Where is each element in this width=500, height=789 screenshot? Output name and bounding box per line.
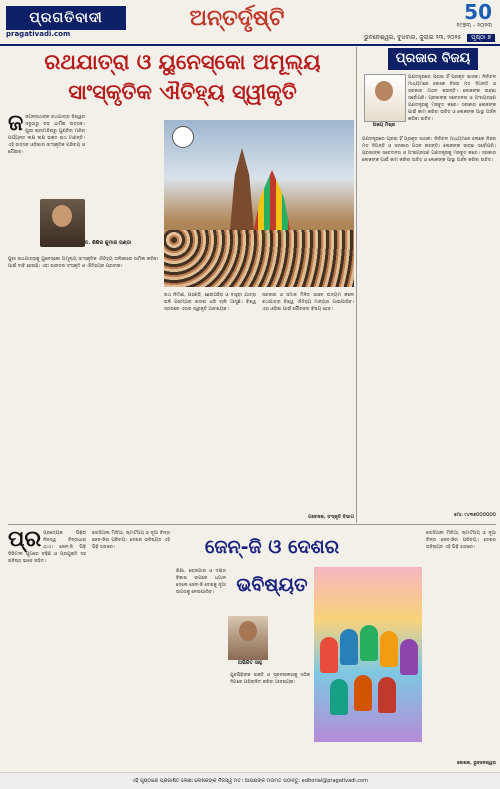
right-body-text: ଗଣତନ୍ତ୍ରରେ ପ୍ରଜା ହିଁ ପ୍ରକୃତ ଶାସକ। ନିର୍ବାଚନ ମାଧ୍ୟମରେ ଲୋକେ ନିଜର ମତ ଦିଅନ୍ତି ଓ ସରକାର ଗଠନ କରନ୍ତି। ଲୋକଙ୍କ ଇଚ୍ଛା ସର୍ବୋପରି। ପ୍ରଜାଙ୍କ ସଚେତନତା ଓ ଅଂଶଗ୍ରହଣ ଗଣତନ୍ତ୍ରକୁ ମଜବୁତ କରେ। ସରକାର ଲୋକଙ୍କ ପାଇଁ କାମ କରିବା ଉଚିତ ଓ ଲୋକଙ୍କ ଆସ୍ଥା ଅର୍ଜନ କରିବା ଉଚିତ। [362, 137, 496, 163]
gen-col3 [176, 568, 226, 766]
anniversary-badge [408, 2, 492, 32]
right-intro-text: ଗଣତନ୍ତ୍ରରେ ପ୍ରଜା ହିଁ ପ୍ରକୃତ ଶାସକ। ନିର୍ବାଚନ ମାଧ୍ୟମରେ ଲୋକେ ନିଜର ମତ ଦିଅନ୍ତି ଓ ସରକାର ଗଠନ କରନ୍ତି। ଲୋକଙ୍କ ଇଚ୍ଛା ସର୍ବୋପରି। ପ୍ରଜାଙ୍କ ସଚେତନତା ଓ ଅଂଶଗ୍ରହଣ ଗଣତନ୍ତ୍ରକୁ ମଜବୁତ କରେ। ସରକାର ଲୋକଙ୍କ ପାଇଁ କାମ କରିବା ଉଚିତ ଓ ଲୋକଙ୍କ ଆସ୍ଥା ଅର୍ଜନ କରିବା ଉଚିତ। [408, 75, 496, 122]
gen-author-photo [228, 616, 268, 660]
person-figure [320, 637, 338, 673]
masthead-rule [0, 44, 500, 46]
main-col2-text: ପୁରୀ ରଥଯାତ୍ରାକୁ ୟୁନେସ୍କୋ ଅମୂଲ୍ୟ ସାଂସ୍କୃତିକ ଐତିହ୍ୟ ତାଲିକାରେ ସାମିଲ କରିବା ପାଇଁ ଦାବି ହେଉଛି। ଏହା ଭାରତର ସଂସ୍କୃତି ଓ ଐତିହ୍ୟର ପ୍ରତୀକ। [8, 257, 158, 269]
gen-dropcap: ପ୍ର [8, 530, 42, 552]
right-author-photo [364, 74, 406, 122]
person-figure [400, 639, 418, 675]
gen-author-name: ଅଭିଜିତ ସାହୁ [238, 660, 262, 666]
person-figure [360, 625, 378, 661]
right-author-name: ଅଜୟ ମିଶ୍ର [372, 123, 396, 128]
watermark-badge [172, 126, 194, 148]
main-headline [10, 47, 355, 109]
gen-col4 [230, 672, 310, 766]
main-author-name: ଡ. ଶିଶିର କୁମାର ପଣ୍ଡା [84, 240, 132, 246]
person-figure [354, 675, 372, 711]
person-figure [340, 629, 358, 665]
gen-col1-text: ପ୍ରତ୍ୟେକ ପିଢ଼ିର ନିଜସ୍ୱ ଚିନ୍ତାଧାରା ଥାଏ। ଜେନ୍-ଜି ପିଢ଼ି ଡିଜିଟାଲ ଯୁଗରେ ବଢ଼ିଛି ଓ ପ୍ରଯୁକ୍ତି ସହ ଘନିଷ୍ଠ ଭାବେ ଜଡ଼ିତ। [8, 531, 86, 564]
gen-contact: ଲେଖକ, ଭୁବନେଶ୍ୱର [456, 761, 496, 766]
gen-col5-text: ସୋସିଆଲ ମିଡିଆ, ଷ୍ଟାର୍ଟଅପ୍ ଓ ନୂଆ ଚିନ୍ତା ଜେନ୍-ଜିର ପରିଚୟ। ଦେଶର ଭବିଷ୍ୟତ ଏହି ପିଢ଼ି ହାତରେ। [426, 531, 496, 550]
footer-note: ଏହି ପୃଷ୍ଠାରେ ପ୍ରକାଶିତ ଲେଖା ଲେଖକଙ୍କ ନିଜସ୍ୱ ମତ। ଆପଣଙ୍କ ମତାମତ ପଠାନ୍ତୁ: editorial@pragativadi.com [0, 772, 500, 789]
gen-col3-text: ଶିକ୍ଷା, ରୋଜଗାର ଓ ଦକ୍ଷତା ବିକାଶ ଉପରେ ଧ୍ୟାନ ଦେଲେ ଜେନ୍-ଜି ଦେଶକୁ ନୂଆ ଉଚ୍ଚତାକୁ ନେଇପାରିବ। [176, 569, 226, 595]
main-col1-cont [8, 256, 158, 516]
main-col3-text: ରଥ ନିର୍ମାଣ, ପହଣ୍ଡି, ଛେରାପହଁରା ଓ ବାହୁଡ଼ା ଯାତ୍ରା ଭଳି ପରମ୍ପରା ଶତାବ୍ଦୀ ଧରି ଚାଲି ଆସୁଛି। ବିଶ୍ୱ ସ୍ତରରେ ଏହାର ସ୍ୱୀକୃତି ଆବଶ୍ୟକ। [164, 293, 256, 312]
main-col4 [262, 292, 354, 514]
right-contact: ମୋ: ୯୪୩୭୦୦୦୦୦୦ [454, 513, 496, 518]
anniversary-text: ୧୯୭୩ - ୨୦୨୩ [456, 22, 492, 29]
main-col4-text: ସରକାର ଓ ସମାଜ ମିଳିତ ଭାବେ ଉଦ୍ୟମ କଲେ ରଥଯାତ୍ରା ବିଶ୍ୱ ଐତିହ୍ୟ ମାନ୍ୟତା ପାଇପାରିବ। ଏହା ଓଡ଼ିଶା ପାଇଁ ଗୌରବର ବିଷୟ ହେବ। [262, 293, 354, 312]
main-col3 [164, 292, 256, 522]
main-headline-line1: ରଥଯାତ୍ରା ଓ ୟୁନେସ୍କୋ ଅମୂଲ୍ୟ [44, 50, 321, 74]
page-number: ପୃଷ୍ଠା ୭ [467, 34, 495, 42]
genz-illustration [314, 567, 422, 742]
crowd-shape [164, 230, 354, 287]
temple-shape [224, 148, 260, 238]
newspaper-logo[interactable]: ପ୍ରଗତିବାଦୀ [6, 6, 126, 30]
main-headline-line2: ସାଂସ୍କୃତିକ ଐତିହ୍ୟ ସ୍ୱୀକୃତି [68, 80, 297, 104]
right-intro [408, 74, 496, 134]
anniversary-number: 50 [464, 0, 492, 24]
person-figure [380, 631, 398, 667]
section-divider [8, 524, 496, 525]
main-col1 [8, 114, 85, 194]
gen-headline: ଜେନ୍-ଜି ଓ ଦେଶର ଭବିଷ୍ୟତ [204, 536, 340, 596]
gen-col2-text: ସୋସିଆଲ ମିଡିଆ, ଷ୍ଟାର୍ଟଅପ୍ ଓ ନୂଆ ଚିନ୍ତା ଜେନ୍-ଜିର ପରିଚୟ। ଦେଶର ଭବିଷ୍ୟତ ଏହି ପିଢ଼ି ହାତରେ। [92, 531, 170, 550]
dropcap: ଜ [8, 114, 24, 136]
gen-col1 [8, 530, 86, 766]
rathayatra-photo [164, 120, 354, 287]
right-headline: ପ୍ରଜାର ବିଜୟ [388, 48, 478, 70]
right-body [362, 136, 496, 506]
date: ଭୁବନେଶ୍ୱର, ବୁଧବାର, ଜୁଲାଇ ୨୩, ୨୦୨୫ [363, 34, 462, 41]
masthead [0, 0, 500, 40]
date-bar [250, 34, 495, 44]
column-divider [356, 47, 357, 523]
gen-col2 [92, 530, 170, 766]
main-col1-text: ଜଗନ୍ନାଥଙ୍କ ରଥଯାତ୍ରା ବିଶ୍ୱର ସବୁଠାରୁ ବଡ଼ ଧାର୍ମିକ ଉତ୍ସବ। ପୁରୀ ଶ୍ରୀମନ୍ଦିରରୁ ଗୁଣ୍ଡିଚା ମନ୍ଦିର ପର୍ଯ୍ୟନ୍ତ ଲକ୍ଷ ଲକ୍ଷ ଭକ୍ତ ରଥ ଟାଣନ୍ତି। ଏହି ଉତ୍ସବ ଓଡ଼ିଶାର ସାଂସ୍କୃତିକ ପରିଚୟ ଓ ଗୌରବ। [8, 115, 85, 155]
person-figure [330, 679, 348, 715]
main-contact: ଗବେଷକ, ସଂସ୍କୃତି ବିଭାଗ [308, 515, 354, 520]
section-title: ଅନ୍ତର୍ଦୃଷ୍ଟି [189, 6, 285, 31]
gen-col5 [426, 530, 496, 760]
person-figure [378, 677, 396, 713]
gen-col4-text: ଯୁବପିଢ଼ିଙ୍କ ଶକ୍ତି ଓ ସୃଜନଶୀଳତାକୁ ସଠିକ ଦିଗରେ ପରିଚାଳିତ କରିବା ଆବଶ୍ୟକ। [230, 673, 310, 685]
site-url[interactable]: pragativadi.com [6, 30, 71, 38]
